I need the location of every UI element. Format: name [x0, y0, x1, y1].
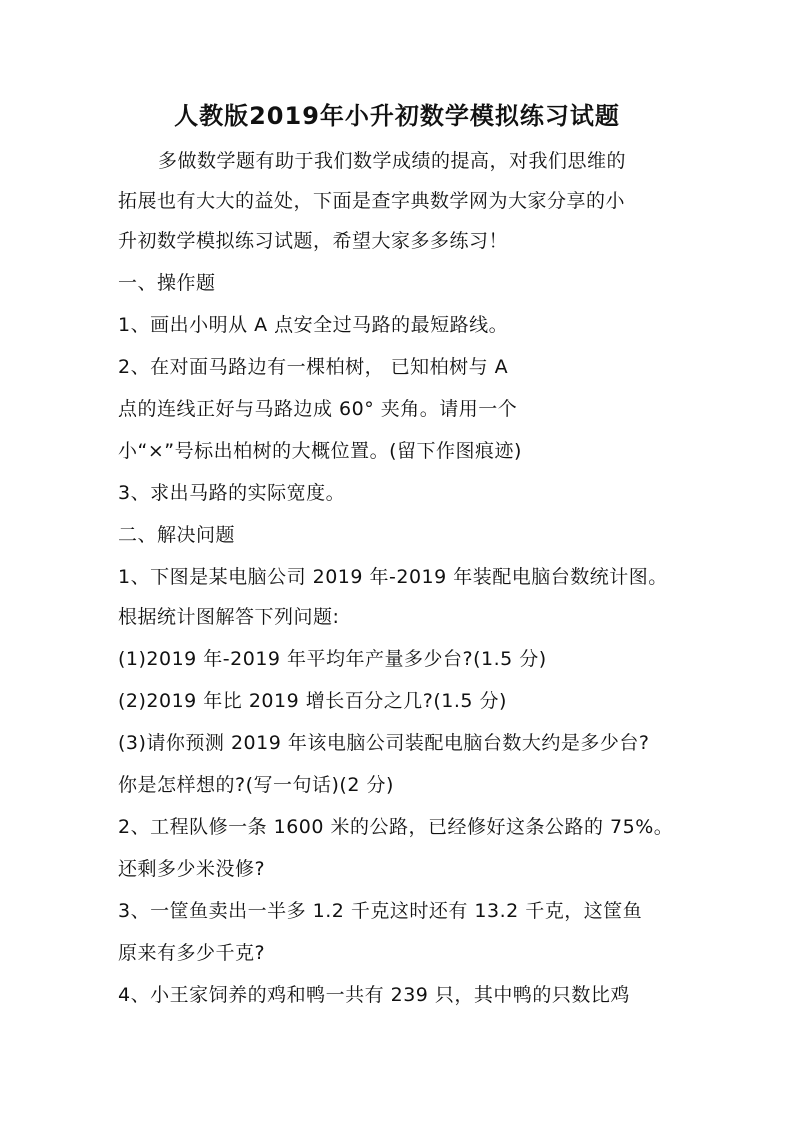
question-line: 根据统计图解答下列问题:	[118, 606, 340, 628]
paragraph-line: 升初数学模拟练习试题，希望大家多多练习！	[118, 230, 509, 252]
question-line: 点的连线正好与马路边成 60° 夹角。请用一个	[118, 398, 518, 420]
question-line: 2、工程队修一条 1600 米的公路，已经修好这条公路的 75%。	[118, 816, 674, 838]
question-line: 4、小王家饲养的鸡和鸭一共有 239 只，其中鸭的只数比鸡	[118, 984, 630, 1006]
question-line: 你是怎样想的?(写一句话)(2 分)	[118, 774, 394, 796]
question-line: (2)2019 年比 2019 增长百分之几?(1.5 分)	[118, 690, 507, 712]
question-line: 1、画出小明从 A 点安全过马路的最短路线。	[118, 314, 509, 336]
question-line: 2、在对面马路边有一棵柏树， 已知柏树与 A	[118, 356, 509, 378]
question-line: 1、下图是某电脑公司 2019 年-2019 年装配电脑台数统计图。	[118, 566, 668, 588]
question-line: 3、一筐鱼卖出一半多 1.2 千克这时还有 13.2 千克，这筐鱼	[118, 900, 643, 922]
section-heading: 一、操作题	[118, 272, 216, 294]
question-line: 还剩多少米没修?	[118, 858, 266, 880]
question-line: 3、求出马路的实际宽度。	[118, 482, 346, 504]
question-line: 原来有多少千克?	[118, 942, 266, 964]
paragraph-line: 多做数学题有助于我们数学成绩的提高，对我们思维的	[158, 150, 627, 172]
paragraph-line: 拓展也有大大的益处，下面是查字典数学网为大家分享的小	[118, 190, 626, 212]
question-line: (1)2019 年-2019 年平均年产量多少台?(1.5 分)	[118, 648, 547, 670]
document-title: 人教版2019年小升初数学模拟练习试题	[174, 102, 620, 130]
question-line: 小“×”号标出柏树的大概位置。(留下作图痕迹)	[118, 440, 522, 462]
question-line: (3)请你预测 2019 年该电脑公司装配电脑台数大约是多少台?	[118, 732, 650, 754]
section-heading: 二、解决问题	[118, 524, 236, 546]
